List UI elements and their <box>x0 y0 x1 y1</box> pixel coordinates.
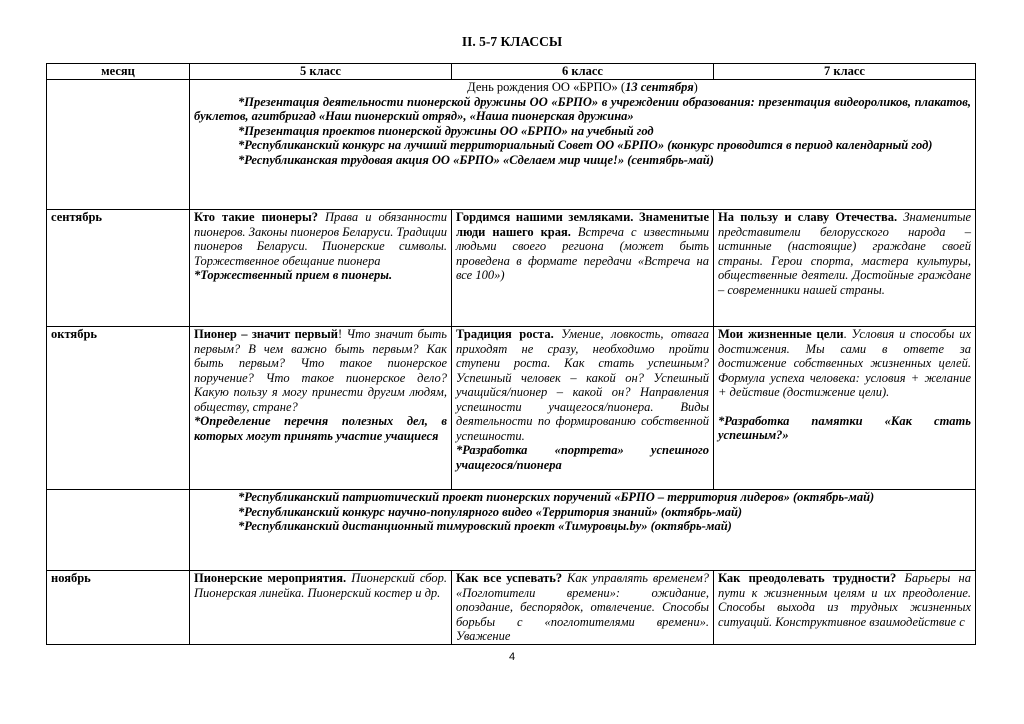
november-grade-7: Как преодолевать трудности? Барьеры на пути к жизненным целям и их преодоление. Способы выхода из трудных жизненных ситуаций. Конструктивное взаимодействие с <box>714 571 976 645</box>
september-grade-7: На пользу и славу Отечества. Знаменитые представители белорусского народа – истинные (настоящие) граждане своей страны. Герои спорта, мастера культуры, общественные деятели. Достойные граждане – современники нашей страны. <box>714 210 976 327</box>
empty-month-cell <box>47 80 190 210</box>
event-leaders-project: *Республиканский патриотический проект пионерских поручений «БРПО – территория лидеров» (октябрь-май) <box>238 490 875 504</box>
october-row <box>47 327 976 490</box>
september-row <box>47 210 976 327</box>
month-october: октябрь <box>47 327 190 490</box>
event-presentation: *Презентация деятельности пионерской дружины ОО «БРПО» в учреждении образования: презентация видеороликов, плакатов, буклетов, агитбригад «Наш пионерский отряд», «Наша пионерская дружина» <box>194 94 971 123</box>
event-council-contest: *Республиканский конкурс на лучший территориальный Совет ОО «БРПО» (конкурс проводится в период календарный год) <box>238 138 933 152</box>
brpo-birthday-cell <box>190 80 976 210</box>
brpo-birthday-line: День рождения ОО «БРПО» (13 сентября) <box>467 80 698 94</box>
projects-cell <box>190 490 976 571</box>
header-grade-6: 6 класс <box>452 64 714 80</box>
month-september: сентябрь <box>47 210 190 327</box>
october-grade-6: Традиция роста. Умение, ловкость, отвага приходят не сразу, необходимо пройти ступени роста. Как стать успешным? Успешный человек – какой он? Успешный учащийся/пионер – какой он? Направления успешности учащегося/пионера. Виды деятельности по формированию собственной успешности. *Разработка «портрета» успешного учащегося/пионера <box>452 327 714 490</box>
empty-month-cell <box>47 490 190 571</box>
october-grade-5: Пионер – значит первый! Что значит быть первым? В чем важно быть первым? Как быть первым? Что такое пионерское поручение? Что такое пионерское дело? Какую пользу я могу принести другим людям, обществу, стране? *Определение перечня полезных дел, в которых могут принять участие учащиеся <box>190 327 452 490</box>
header-month: месяц <box>47 64 190 80</box>
november-grade-5: Пионерские мероприятия. Пионерский сбор. Пионерская линейка. Пионерский костер и др. <box>190 571 452 645</box>
header-row <box>47 64 976 80</box>
november-row <box>47 571 976 645</box>
event-video-contest: *Республиканский конкурс научно-популярного видео «Территория знаний» (октябрь-май) <box>238 504 743 519</box>
event-labour-action: *Республиканская трудовая акция ОО «БРПО» «Сделаем мир чище!» (сентябрь-май) <box>238 152 714 167</box>
november-grade-6: Как все успевать? Как управлять временем? «Поглотители времени»: ожидание, опоздание, беспорядок, отвлечение. Способы борьбы с «поглотителями времени». Уважение <box>452 571 714 645</box>
page-number: 4 <box>508 651 516 663</box>
event-timur-project: *Республиканский дистанционный тимуровский проект «Тимуровцы.by» (октябрь-май) <box>238 519 732 533</box>
october-grade-7: Мои жизненные цели. Условия и способы их достижения. Мы сами в ответе за достижение собственных жизненных целей. Формула успеха человека: условия + желание + действие (достижение цели). *Разработка памятки «Как стать успешным?» <box>714 327 976 490</box>
september-grade-5: Кто такие пионеры? Права и обязанности пионеров. Законы пионеров Беларуси. Традиции пионеров Беларуси. Пионерские символы. Торжественное обещание пионера *Торжественный прием в пионеры. <box>190 210 452 327</box>
brpo-birthday-row <box>47 80 976 210</box>
header-grade-5: 5 класс <box>190 64 452 80</box>
plan-table <box>46 63 976 645</box>
month-november: ноябрь <box>47 571 190 645</box>
september-grade-6: Гордимся нашими земляками. Знаменитые люди нашего края. Встреча с известными людьми своего региона (может быть проведена в формате передачи «Встреча на все 100») <box>452 210 714 327</box>
event-projects: *Презентация проектов пионерской дружины ОО «БРПО» на учебный год <box>238 123 654 138</box>
header-grade-7: 7 класс <box>714 64 976 80</box>
section-title: II. 5-7 КЛАССЫ <box>461 34 563 49</box>
projects-row <box>47 490 976 571</box>
